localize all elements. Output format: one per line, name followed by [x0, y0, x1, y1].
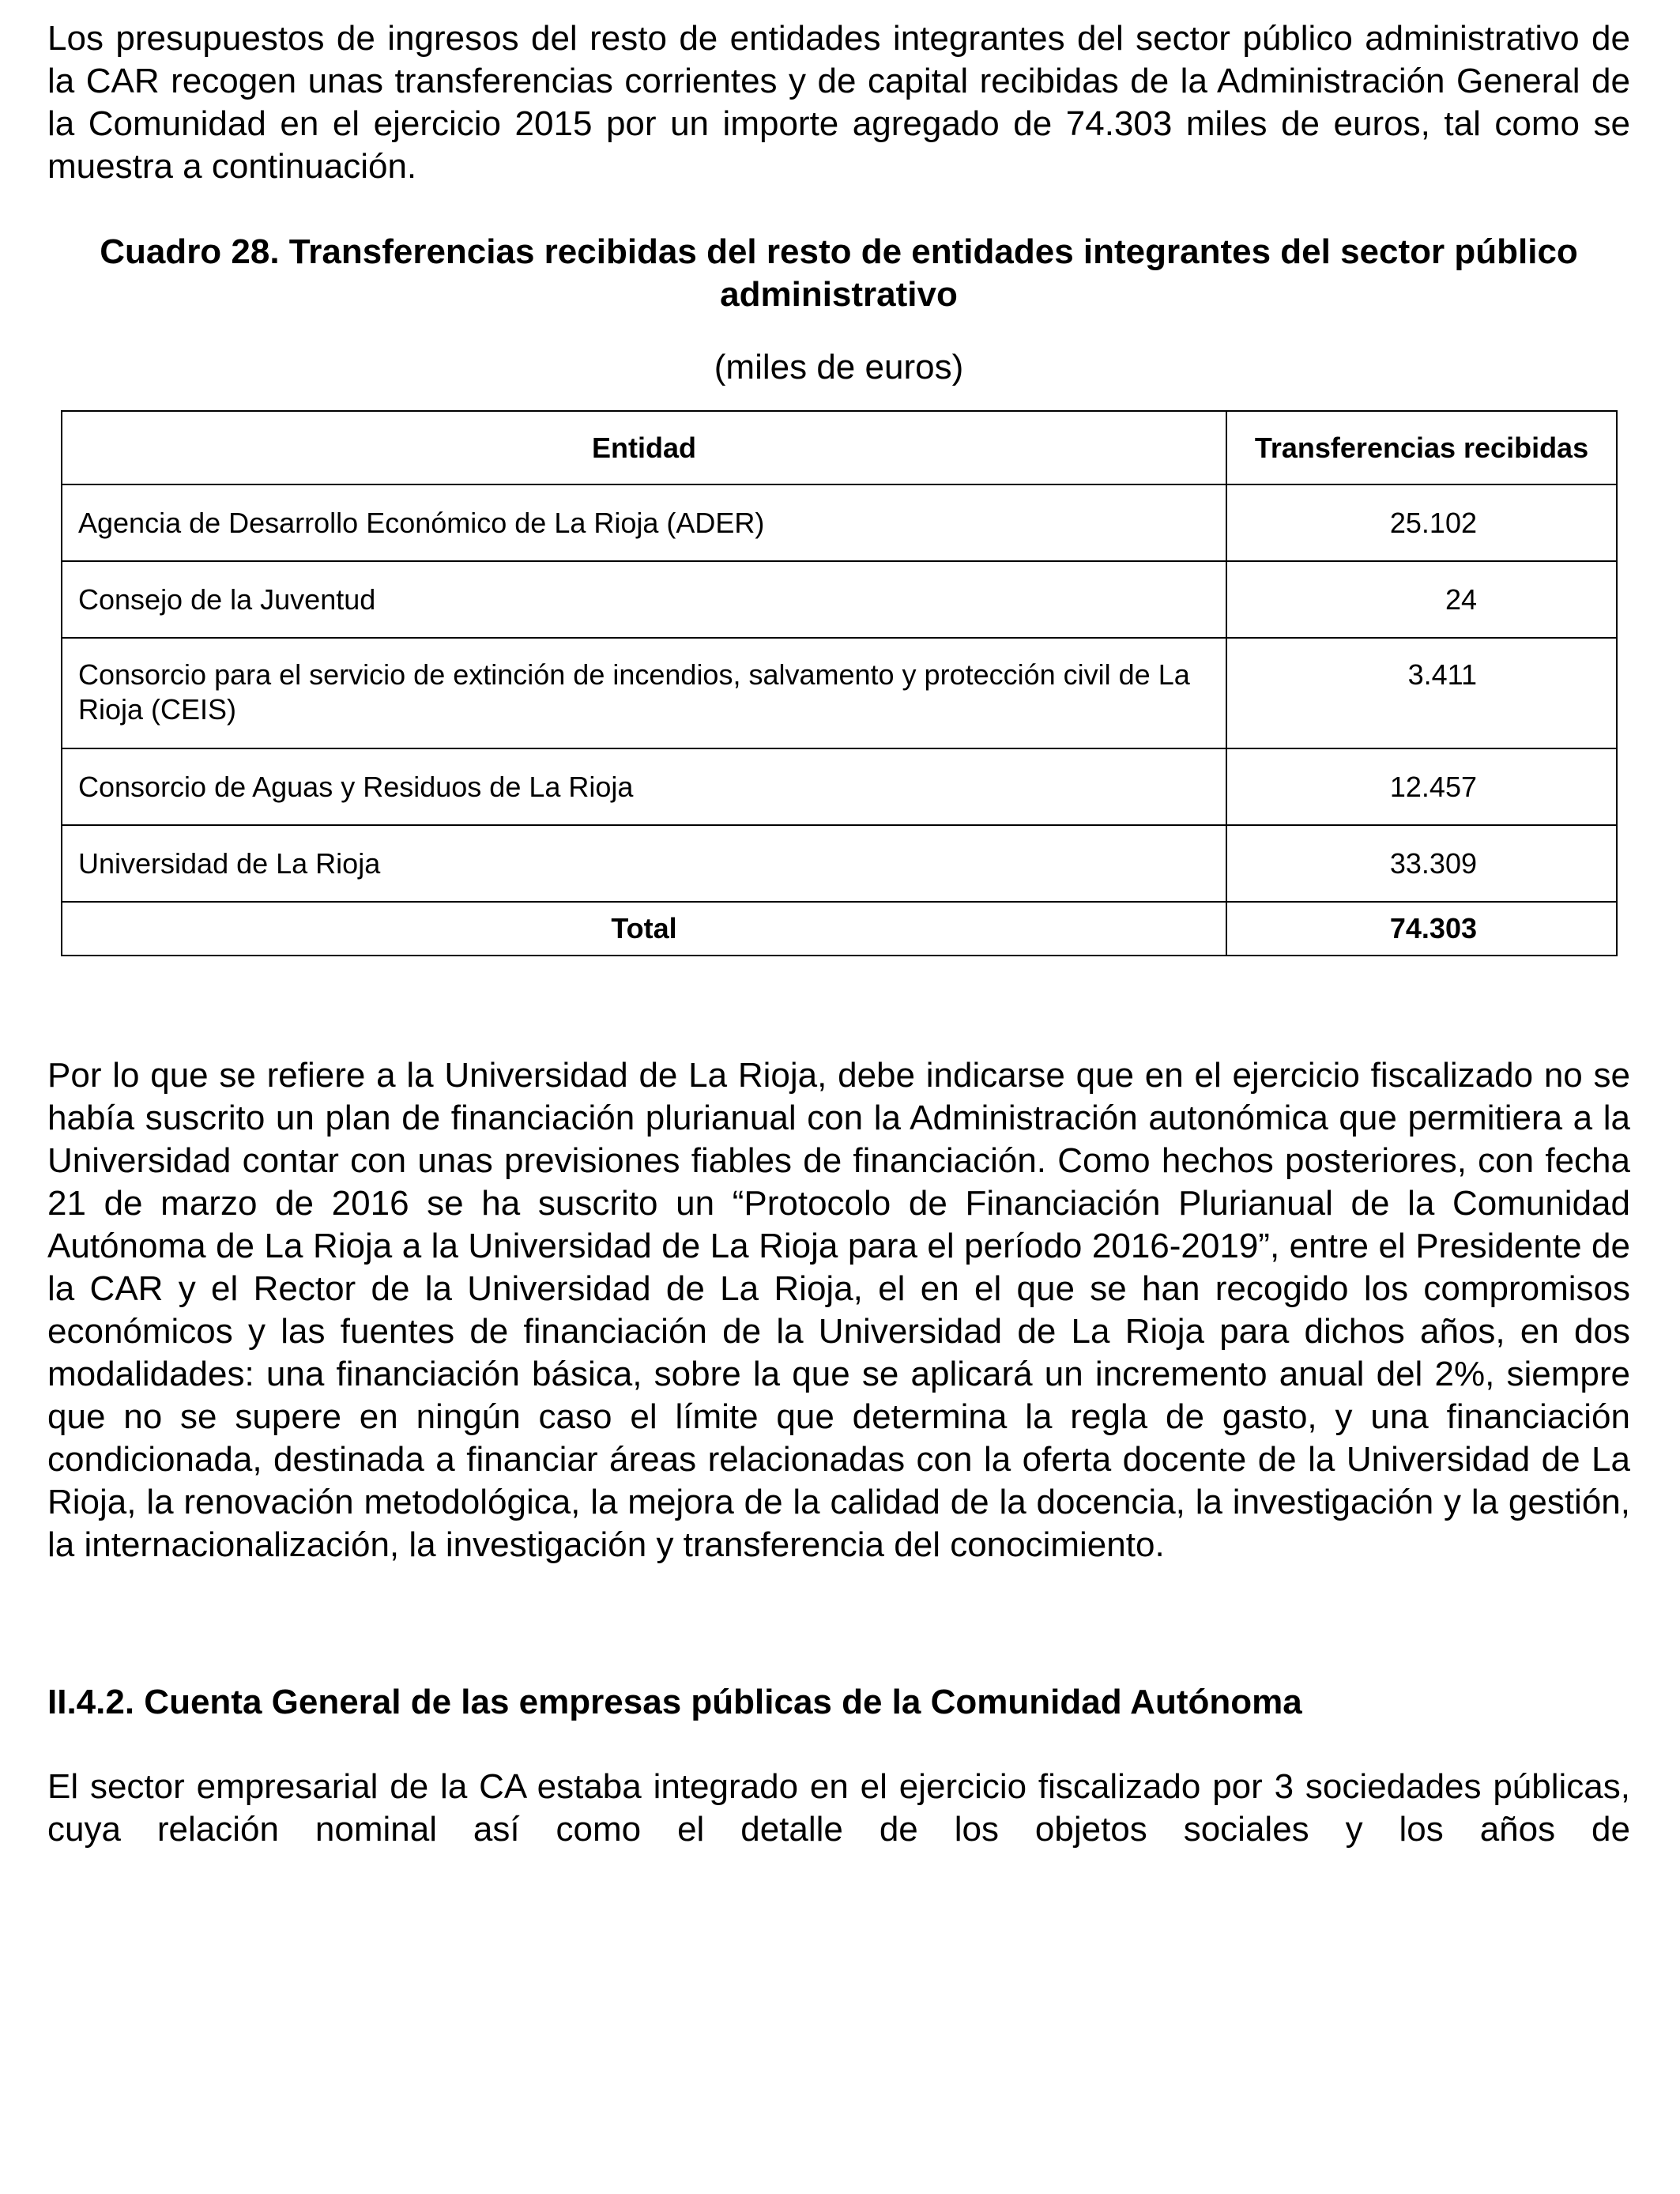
header-transferencias: Transferencias recibidas	[1226, 411, 1617, 484]
table-caption-line1: Cuadro 28. Transferencias recibidas del resto de entidades integrantes del sector público	[100, 232, 1578, 271]
section-heading: II.4.2. Cuenta General de las empresas públicas de la Comunidad Autónoma	[47, 1683, 1302, 1721]
total-valor: 74.303	[1226, 902, 1617, 956]
row-valor: 12.457	[1226, 748, 1617, 825]
row-valor: 25.102	[1226, 484, 1617, 561]
row-entidad: Consorcio de Aguas y Residuos de La Rioja	[62, 748, 1226, 825]
table-row	[62, 825, 1617, 902]
row-entidad: Universidad de La Rioja	[62, 825, 1226, 902]
paragraph-sector: El sector empresarial de la CA estaba integrado en el ejercicio fiscalizado por 3 sociedades públicas, cuya relación nominal así como el detalle de los objetos sociales y los años de	[47, 1767, 1630, 1849]
document-page	[47, 17, 1630, 1849]
header-entidad: Entidad	[62, 411, 1226, 484]
row-valor: 33.309	[1226, 825, 1617, 902]
table-header-row	[62, 411, 1617, 484]
table-row	[62, 638, 1617, 748]
row-valor: 3.411	[1226, 638, 1617, 748]
table-units: (miles de euros)	[714, 348, 964, 386]
table-row	[62, 484, 1617, 561]
table-row	[62, 748, 1617, 825]
table-caption-line2: administrativo	[720, 275, 958, 314]
table-row	[62, 561, 1617, 638]
intro-paragraph: Los presupuestos de ingresos del resto de entidades integrantes del sector público administrativo de la CAR recogen unas transferencias corrientes y de capital recibidas de la Administración General de la Comunidad en el ejercicio 2015 por un importe agregado de 74.303 miles de euros, tal como se muestra a continuación.	[47, 19, 1630, 186]
table-caption	[47, 231, 1630, 316]
paragraph-universidad: Por lo que se refiere a la Universidad de La Rioja, debe indicarse que en el ejercicio fiscalizado no se había suscrito un plan de financiación plurianual con la Administración autonómica que permitiera a la Universidad contar con unas previsiones fiables de financiación. Como hechos posteriores, con fecha 21 de marzo de 2016 se ha suscrito un “Protocolo de Financiación Plurianual de la Comunidad Autónoma de La Rioja a la Universidad de La Rioja para el período 2016-2019”, entre el Presidente de la CAR y el Rector de la Universidad de La Rioja, el en el que se han recogido los compromisos económicos y las fuentes de financiación de la Universidad de La Rioja para dichos años, en dos modalidades: una financiación básica, sobre la que se aplicará un incremento anual del 2%, siempre que no se supere en ningún caso el límite que determina la regla de gasto, y una financiación condicionada, destinada a financiar áreas relacionadas con la oferta docente de la Universidad de La Rioja, la renovación metodológica, la mejora de la calidad de la docencia, la investigación y la gestión, la internacionalización, la investigación y transferencia del conocimiento.	[47, 1056, 1630, 1564]
row-entidad: Agencia de Desarrollo Económico de La Rioja (ADER)	[62, 484, 1226, 561]
transfers-table	[61, 410, 1618, 956]
total-label: Total	[62, 902, 1226, 956]
row-valor: 24	[1226, 561, 1617, 638]
row-entidad: Consejo de la Juventud	[62, 561, 1226, 638]
row-entidad: Consorcio para el servicio de extinción de incendios, salvamento y protección civil de La Rioja (CEIS)	[62, 638, 1226, 748]
table-total-row	[62, 902, 1617, 956]
